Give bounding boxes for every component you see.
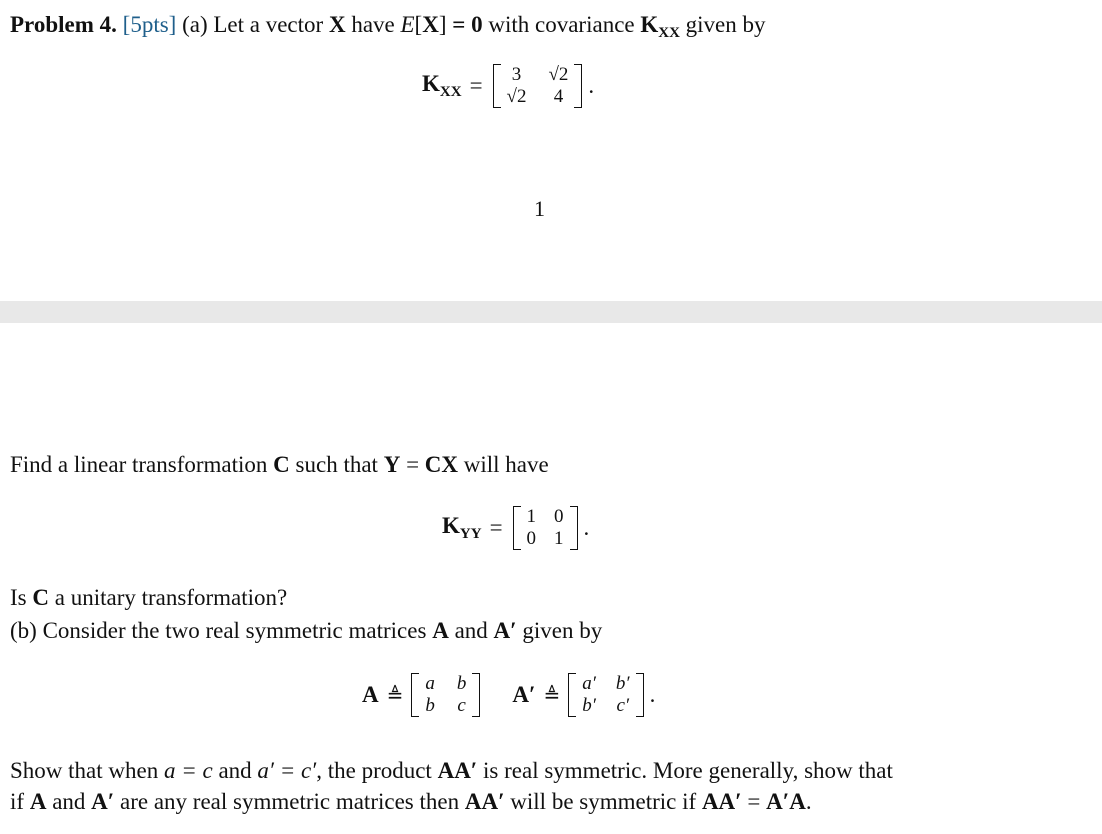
part-b-given-by: given by [522, 618, 603, 643]
unitary-question [10, 583, 287, 613]
vector-x: X [328, 12, 346, 37]
problem-label: Problem 4. [10, 12, 117, 37]
matrix-definitions [362, 673, 655, 717]
kxx-cell-11: 3 [511, 64, 522, 85]
a-cell-21: b [425, 695, 435, 716]
show2-period: . [805, 789, 812, 814]
find-equals: = [406, 452, 420, 477]
part-b-line [10, 616, 602, 646]
find-line [10, 450, 549, 480]
show-and: and [218, 758, 252, 783]
a-cell-22: c [457, 695, 466, 716]
word-and: and [454, 618, 488, 643]
def-symbol-a-prime: ≜ [543, 684, 561, 707]
kyy-equals: = [489, 515, 503, 540]
kxx-cell-22: 4 [553, 86, 564, 107]
kyy-cell-11: 1 [526, 506, 537, 527]
zero-mean: = 0 [452, 12, 483, 37]
kyy-cell-21: 0 [526, 528, 537, 549]
def-a: A [362, 682, 379, 707]
kyy-cell-12: 0 [554, 506, 564, 527]
ap-cell-22: c′ [616, 695, 630, 716]
a-cell-12: b [456, 673, 467, 694]
matrix-a-prime: A′ [493, 618, 517, 643]
matrix-a-prime-def [568, 673, 643, 717]
unitary-prefix: Is [10, 585, 27, 610]
show-line-1 [10, 756, 893, 786]
vector-y: Y [383, 452, 401, 477]
page-number: 1 [534, 196, 545, 221]
show2-a-prime-a: A′A [766, 789, 806, 814]
def-a-prime: A′ [512, 682, 536, 707]
page-separator [0, 301, 1102, 323]
kxx-cell-21: √2 [506, 86, 527, 107]
show2-equals: = [747, 789, 761, 814]
will-have: will have [463, 452, 549, 477]
show-suffix: is real symmetric. More generally, show that [483, 758, 893, 783]
kxx-equals: = [469, 73, 483, 98]
show-mid: , the product [316, 758, 432, 783]
ap-cell-11: a′ [582, 673, 596, 694]
show2-and: and [52, 789, 86, 814]
cov-k: K [640, 12, 659, 37]
show2-if: if [10, 789, 25, 814]
word-have: have [351, 12, 395, 37]
kxx-equation [422, 64, 594, 108]
kyy-cell-22: 1 [554, 528, 564, 549]
part-b-prefix: (b) Consider the two real symmetric matrices [10, 618, 427, 643]
find-prefix: Find a linear transformation [10, 452, 268, 477]
kxx-cell-12: √2 [548, 64, 569, 85]
points-badge: [5pts] [122, 12, 177, 37]
unitary-suffix: a unitary transformation? [54, 585, 288, 610]
unitary-c: C [32, 585, 49, 610]
kyy-period: . [583, 515, 590, 540]
cov-sub-xx: XX [658, 25, 680, 41]
show2-a-prime: A′ [91, 789, 115, 814]
kxx-k: K [422, 71, 440, 96]
show2-a: A [29, 789, 47, 814]
given-by: given by [685, 12, 766, 37]
a-equals-c: a = c [163, 758, 213, 783]
vector-x-inner: X [422, 12, 439, 37]
defs-period: . [649, 682, 656, 707]
problem-statement-line: Problem 4. [5pts] (a) Let a vector X have E[X] = 0 with covariance $K_{XX}$ given by [10, 12, 766, 41]
show2-aa-prime: AA′ [464, 789, 505, 814]
show2-mid2: will be symmetric if [510, 789, 697, 814]
show2-mid: are any real symmetric matrices then [120, 789, 460, 814]
ap-equals-cp: a′ = c′ [257, 758, 317, 783]
transform-c: C [273, 452, 290, 477]
def-symbol-a: ≜ [386, 684, 404, 707]
kyy-k: K [442, 513, 460, 538]
show-line-2 [10, 787, 812, 817]
kyy-matrix [513, 506, 578, 550]
kxx-matrix [493, 64, 583, 108]
expectation-e: E [400, 12, 415, 37]
product-aa-prime: AA′ [437, 758, 478, 783]
matrix-a-def [411, 673, 480, 717]
product-cx: CX [424, 452, 459, 477]
part-a-prefix: (a) Let a vector [182, 12, 324, 37]
show-prefix: Show that when [10, 758, 159, 783]
show2-aa-prime-2: AA′ [701, 789, 742, 814]
ap-cell-12: b′ [615, 673, 630, 694]
ap-cell-21: b′ [582, 695, 596, 716]
a-cell-11: a [425, 673, 435, 694]
with-covariance: with covariance [488, 12, 635, 37]
kxx-sub: XX [439, 84, 462, 100]
kxx-period: . [588, 73, 595, 98]
such-that: such that [295, 452, 378, 477]
kyy-equation [442, 506, 589, 550]
kyy-sub: YY [459, 526, 482, 542]
matrix-a: A [432, 618, 449, 643]
